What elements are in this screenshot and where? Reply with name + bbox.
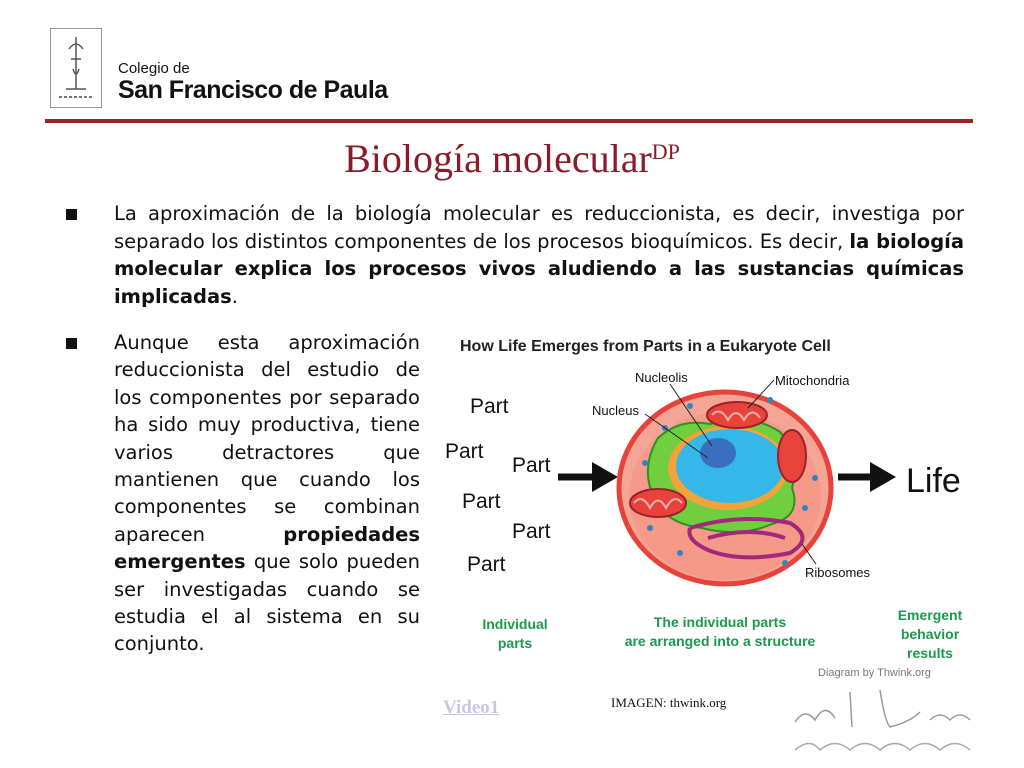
life-label: Life (906, 462, 961, 500)
eukaryote-cell-illustration (619, 380, 831, 584)
nucleolis-label: Nucleolis (635, 370, 688, 385)
paragraph-2: Aunque esta aproximación reduccionista del estudio de los componentes por separado ha sido muy productiva, tiene varios detractores que mantienen que cuando los componentes se combinan aparecen propiedades emergentes que solo pueden ser investigadas cuando se estudia el al sistema en su conjunto. (114, 331, 420, 656)
video-link[interactable]: Video1 (443, 697, 500, 718)
logo-line1: Colegio de (118, 60, 190, 77)
ribosomes-label: Ribosomes (805, 565, 871, 580)
header-rule (45, 119, 973, 123)
part-label: Part (445, 440, 484, 463)
arrow-icon (838, 462, 896, 492)
logo-line2: San Francisco de Paula (118, 76, 388, 104)
signature-watermark (790, 682, 990, 762)
image-credit: IMAGEN: thwink.org (611, 695, 727, 710)
caption-right-1: Emergent (897, 607, 963, 623)
part-label: Part (470, 395, 509, 418)
paragraph-1: La aproximación de la biología molecular es reduccionista, es decir, investiga por separado los distintos componentes de los procesos bioquímicos. Es decir, la biología molecular explica los procesos vivos aludiendo a las sustancias químicas implicadas. (114, 202, 964, 308)
nucleus-label: Nucleus (592, 403, 639, 418)
part-label: Part (512, 520, 551, 543)
caption-mid-2: are arranged into a structure (624, 633, 816, 649)
bullet-1 (66, 209, 77, 220)
caption-right-3: results (907, 645, 953, 661)
caption-right-2: behavior (900, 626, 960, 642)
arrow-icon (558, 462, 618, 492)
part-label: Part (512, 454, 551, 477)
part-label: Part (462, 490, 501, 513)
diagram-title: How Life Emerges from Parts in a Eukaryote Cell (460, 338, 831, 355)
caption-mid-1: The individual parts (653, 614, 787, 630)
school-crest-logo (50, 28, 102, 108)
caption-left-2: parts (497, 635, 533, 651)
caption-left-1: Individual (482, 616, 548, 632)
part-label: Part (467, 553, 506, 576)
mitochondria-label: Mitochondria (775, 373, 850, 388)
slide-title: Biología molecular$^{DP}$ (344, 136, 680, 181)
cell-diagram (440, 328, 980, 688)
bullet-2 (66, 338, 77, 349)
diagram-credit: Diagram by Thwink.org (818, 667, 931, 679)
